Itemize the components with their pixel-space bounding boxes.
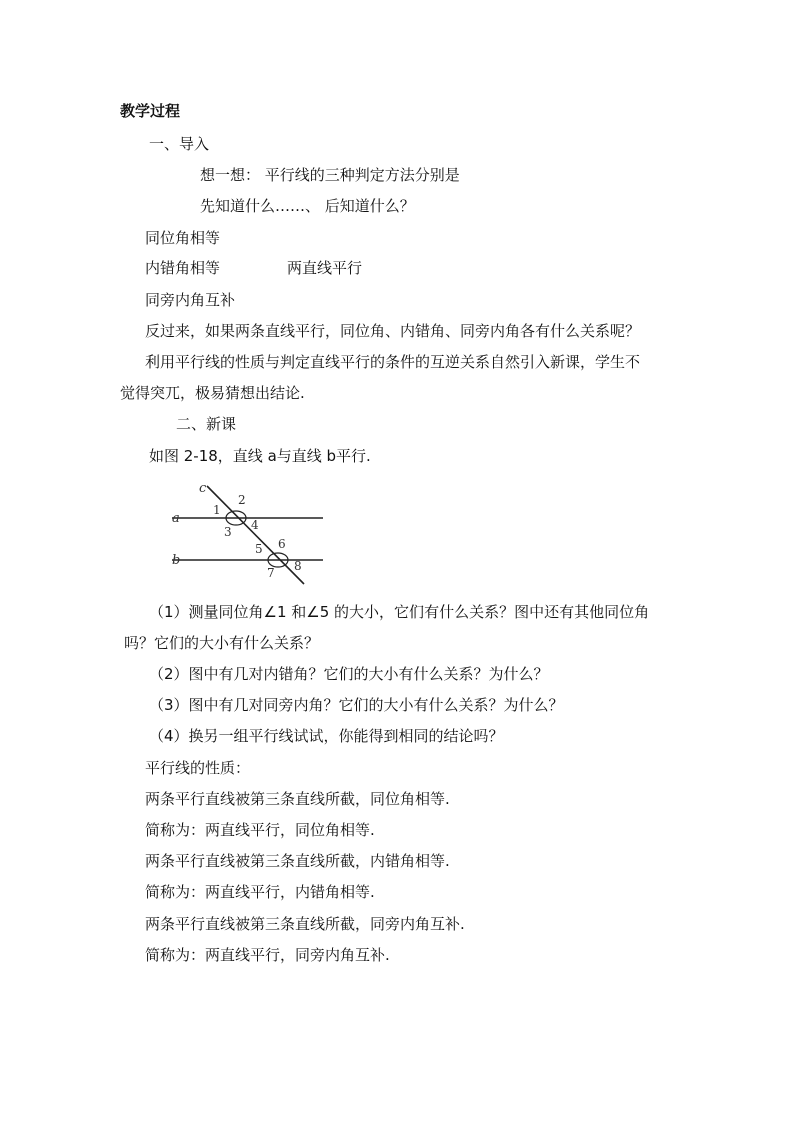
property-statement: 两条平行直线被第三条直线所截，同旁内角互补.: [145, 915, 465, 933]
property-statement: 两条平行直线被第三条直线所截，内错角相等.: [145, 852, 450, 870]
angle-label-3: 3: [224, 525, 232, 539]
criterion-corresponding: 同位角相等: [145, 229, 221, 247]
label-c: c: [199, 481, 207, 496]
question-2: （2）图中有几对内错角？它们的大小有什么关系？为什么？: [149, 665, 549, 683]
think-line: 想一想： 平行线的三种判定方法分别是: [200, 166, 460, 184]
property-short: 简称为：两直线平行，同旁内角互补.: [145, 946, 390, 964]
question-1-line2: 吗？它们的大小有什么关系？: [124, 634, 320, 652]
intro-paragraph-line1: 利用平行线的性质与判定直线平行的条件的互逆关系自然引入新课，学生不: [145, 353, 641, 371]
question-3: （3）图中有几对同旁内角？它们的大小有什么关系？为什么？: [149, 696, 564, 714]
question-1-line1: （1）测量同位角∠1 和∠5 的大小，它们有什么关系？图中还有其他同位角: [149, 603, 650, 621]
section-heading-intro: 一、导入: [149, 135, 210, 153]
property-short: 简称为：两直线平行，同位角相等.: [145, 821, 375, 839]
figure-intro: 如图 2-18，直线 a与直线 b平行.: [149, 447, 371, 465]
label-b: b: [172, 553, 181, 568]
transversal-c: [207, 486, 304, 584]
angle-label-4: 4: [251, 518, 259, 532]
angle-label-2: 2: [238, 493, 246, 507]
parallel-lines-figure: [152, 478, 334, 586]
reverse-question: 反过来，如果两条直线平行，同位角、内错角、同旁内角各有什么关系呢？: [145, 322, 641, 340]
criterion-result: 两直线平行: [287, 259, 363, 277]
criterion-alternate: 内错角相等: [145, 259, 221, 277]
properties-title: 平行线的性质：: [145, 759, 251, 777]
angle-label-1: 1: [213, 503, 221, 517]
section-heading-new-lesson: 二、新课: [176, 415, 237, 433]
label-a: a: [172, 511, 180, 526]
order-line: 先知道什么……、 后知道什么？: [200, 197, 415, 215]
page-title: 教学过程: [120, 102, 181, 120]
angle-label-8: 8: [294, 559, 302, 573]
property-statement: 两条平行直线被第三条直线所截，同位角相等.: [145, 790, 450, 808]
property-short: 简称为：两直线平行，内错角相等.: [145, 883, 375, 901]
intro-paragraph-line2: 觉得突兀，极易猜想出结论.: [120, 384, 305, 402]
angle-label-5: 5: [255, 542, 263, 556]
angle-label-6: 6: [278, 537, 286, 551]
question-4: （4）换另一组平行线试试，你能得到相同的结论吗？: [149, 727, 504, 745]
criterion-interior: 同旁内角互补: [145, 291, 236, 309]
angle-label-7: 7: [267, 566, 275, 580]
